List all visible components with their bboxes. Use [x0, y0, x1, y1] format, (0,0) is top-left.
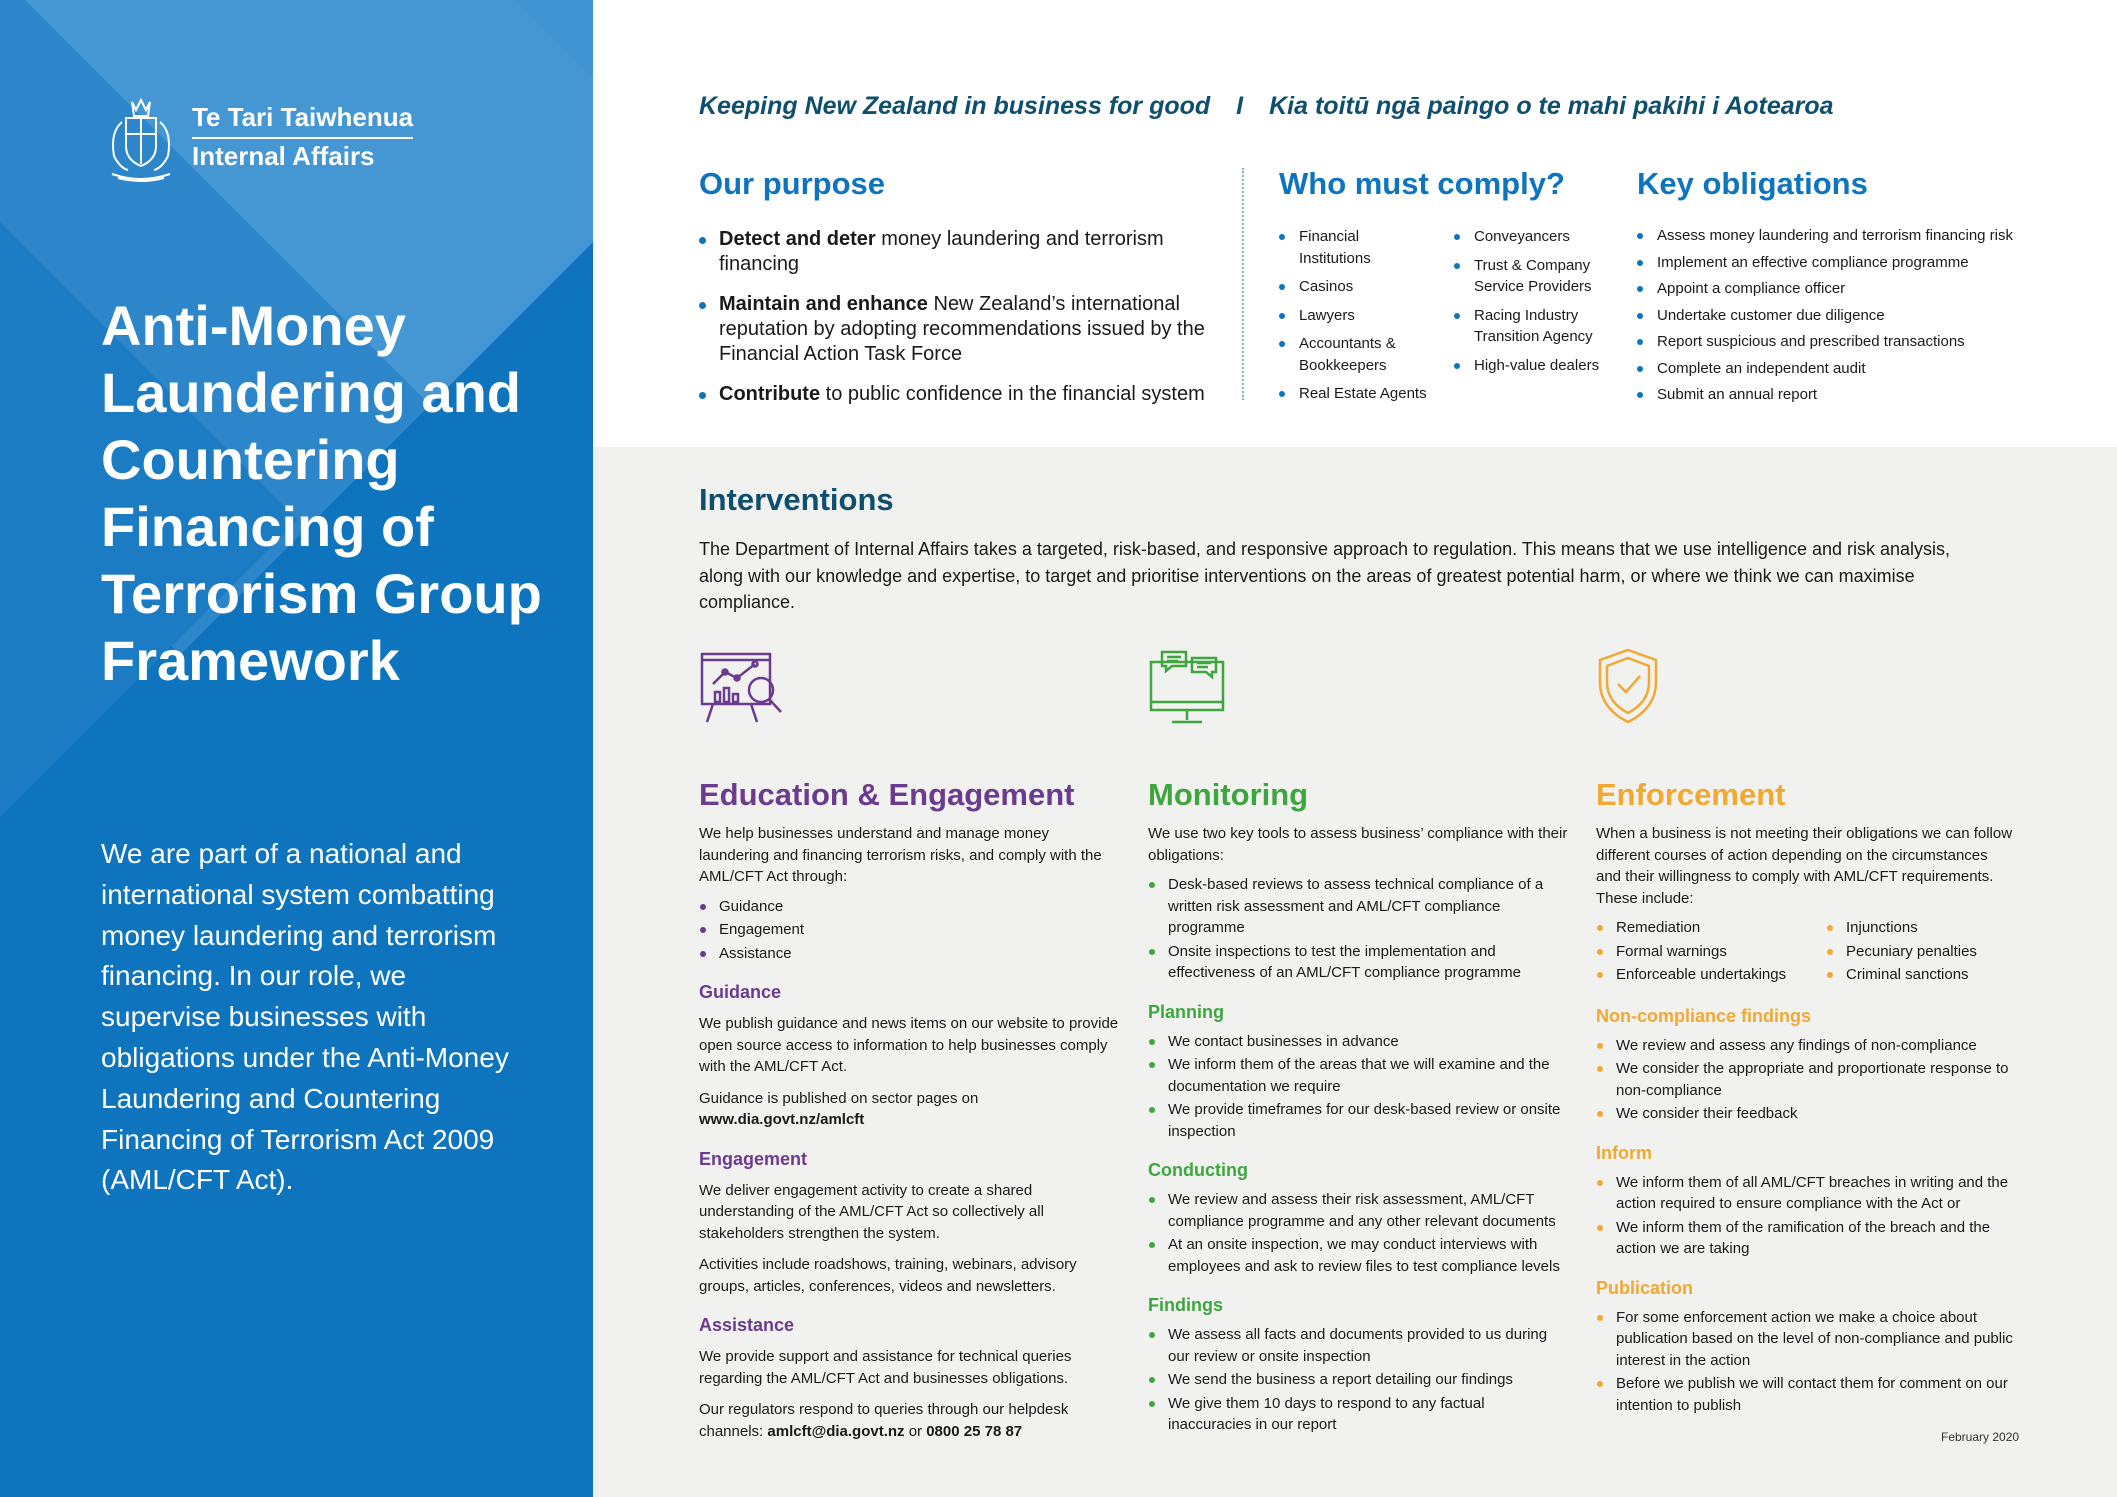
keys-heading: Key obligations	[1637, 166, 1868, 201]
list-item: Desk-based reviews to assess technical compliance of a written risk assessment and AML/CFT compliance programme	[1148, 874, 1568, 939]
page-title: Anti-Money Laundering and Countering Financing of Terrorism Group Framework	[101, 294, 542, 692]
purpose-heading: Our purpose	[699, 166, 886, 201]
inform-heading: Inform	[1596, 1142, 1652, 1163]
list-item: We give them 10 days to respond to any factual inaccuracies in our report	[1148, 1393, 1568, 1436]
tagline-maori: Kia toitū ngā paingo o te mahi pakihi i Aotearoa	[1269, 92, 1834, 120]
conducting-heading: Conducting	[1148, 1160, 1248, 1180]
intro-text: We are part of a national and international system combatting money laundering and terrorism financing. In our role, we supervise businesses with obligations under the Anti-Money Laundering and Countering Financing of Terrorism Act 2009 (AML/CFT Act).	[101, 838, 509, 1196]
monitoring-column	[1148, 648, 1568, 1438]
logo-maori-name: Te Tari Taiwhenua	[192, 102, 413, 138]
monitoring-list	[1148, 874, 1568, 984]
list-item: Trust & Company Service Providers	[1454, 255, 1609, 298]
who-must-comply	[1279, 166, 1609, 412]
helpdesk-email[interactable]: amlcft@dia.govt.nz	[767, 1422, 905, 1440]
list-item: We send the business a report detailing our findings	[1148, 1369, 1568, 1391]
list-item: We provide timeframes for our desk-based review or onsite inspection	[1148, 1099, 1568, 1142]
tagline	[699, 92, 1834, 121]
tagline-english: Keeping New Zealand in business for good	[699, 92, 1211, 120]
keys-list	[1637, 226, 2077, 405]
monitoring-intro: We use two key tools to assess business’ compliance with their obligations:	[1148, 825, 1568, 864]
findings-heading: Findings	[1148, 1295, 1223, 1315]
guidance-link[interactable]: www.dia.govt.nz/amlcft	[699, 1111, 865, 1128]
interventions-heading: Interventions	[699, 482, 894, 517]
list-item: Undertake customer due diligence	[1637, 306, 2077, 326]
list-item: Engagement	[699, 919, 1119, 941]
list-item: Assistance	[699, 943, 1119, 965]
list-item: Criminal sanctions	[1826, 964, 2016, 986]
helpdesk-phone[interactable]: 0800 25 78 87	[926, 1422, 1023, 1440]
list-item: Formal warnings	[1596, 941, 1796, 963]
planning-list	[1148, 1031, 1568, 1143]
enforcement-column	[1596, 648, 2016, 1418]
list-item: Pecuniary penalties	[1826, 941, 2016, 963]
list-item: Complete an independent audit	[1637, 359, 2077, 379]
left-panel	[0, 0, 593, 1497]
purpose-list	[699, 227, 1219, 407]
findings-list	[1148, 1324, 1568, 1436]
list-item: Remediation	[1596, 917, 1796, 939]
enforcement-intro: When a business is not meeting their obligations we can follow different courses of action depending on the circumstances and their willingness to comply with AML/CFT requirements. These include:	[1596, 825, 2013, 907]
assistance-text: We provide support and assistance for technical queries regarding the AML/CFT Act and businesses obligations.	[699, 1348, 1072, 1387]
coat-of-arms-icon	[104, 92, 178, 182]
list-item: Assess money laundering and terrorism financing risk	[1637, 226, 2077, 246]
list-item: Report suspicious and prescribed transactions	[1637, 332, 2077, 352]
list-item: We review and assess their risk assessment, AML/CFT compliance programme and any other relevant documents	[1148, 1189, 1568, 1232]
enforcement-heading: Enforcement	[1596, 777, 1786, 812]
list-item: Conveyancers	[1454, 226, 1609, 248]
conducting-list	[1148, 1189, 1568, 1277]
list-item: Injunctions	[1826, 917, 2016, 939]
assistance-contact: Our regulators respond to queries through our helpdesk channels: amlcft@dia.govt.nz or 0800 25 78 87	[699, 1401, 1069, 1440]
list-item: We inform them of the ramification of the breach and the action we are taking	[1596, 1217, 2016, 1260]
list-item: Implement an effective compliance programme	[1637, 253, 2077, 273]
list-item: Enforceable undertakings	[1596, 964, 1796, 986]
who-list-2	[1454, 226, 1609, 412]
guidance-text: We publish guidance and news items on our website to provide open source access to information to help businesses comply with the AML/CFT Act.	[699, 1015, 1119, 1075]
list-item: We assess all facts and documents provided to us during our review or onsite inspection	[1148, 1324, 1568, 1367]
presentation-chart-icon	[699, 648, 785, 728]
education-heading: Education & Engagement	[699, 777, 1075, 812]
list-item: We contact businesses in advance	[1148, 1031, 1568, 1053]
dia-logo[interactable]	[104, 92, 413, 182]
publication-heading: Publication	[1596, 1277, 1694, 1298]
who-list-1	[1279, 226, 1434, 412]
list-item: Before we publish we will contact them for comment on our intention to publish	[1596, 1373, 2016, 1416]
list-item: Guidance	[699, 896, 1119, 918]
planning-heading: Planning	[1148, 1001, 1224, 1022]
noncompliance-heading: Non-compliance findings	[1596, 1005, 1812, 1026]
education-column	[699, 648, 1119, 1442]
enforcement-list-2	[1826, 917, 2016, 988]
engagement-text: We deliver engagement activity to create a shared understanding of the AML/CFT Act so collectively all stakeholders strengthen the system.	[699, 1181, 1044, 1242]
list-item: We consider the appropriate and proportionate response to non-compliance	[1596, 1058, 2016, 1101]
list-item: At an onsite inspection, we may conduct interviews with employees and ask to review files to test compliance levels	[1148, 1234, 1568, 1277]
list-item: High-value dealers	[1454, 355, 1609, 377]
education-list	[699, 896, 1119, 965]
shield-check-icon	[1596, 648, 1682, 728]
list-item: We consider their feedback	[1596, 1103, 2016, 1125]
noncompliance-list	[1596, 1035, 2016, 1125]
list-item: We review and assess any findings of non-compliance	[1596, 1035, 2016, 1057]
list-item: Financial Institutions	[1279, 226, 1434, 269]
list-item: Casinos	[1279, 276, 1434, 298]
list-item: Real Estate Agents	[1279, 383, 1434, 405]
list-item: Submit an annual report	[1637, 385, 2077, 405]
top-section	[593, 0, 2117, 447]
list-item: We inform them of all AML/CFT breaches in writing and the action required to ensure compliance with the Act or	[1596, 1172, 2016, 1215]
publication-list	[1596, 1307, 2016, 1417]
who-heading: Who must comply?	[1279, 166, 1565, 201]
list-item: We inform them of the areas that we will examine and the documentation we require	[1148, 1054, 1568, 1097]
list-item: Contribute to public confidence in the financial system	[699, 382, 1219, 407]
monitor-chat-icon	[1148, 648, 1234, 728]
enforcement-list-1	[1596, 917, 1796, 988]
inform-list	[1596, 1172, 2016, 1260]
assistance-heading: Assistance	[699, 1315, 795, 1335]
key-obligations	[1637, 166, 2077, 412]
list-item: Maintain and enhance New Zealand’s international reputation by adopting recommendations issued by the Financial Action Task Force	[699, 292, 1219, 367]
enforcement-actions	[1596, 909, 2016, 988]
engagement-heading: Engagement	[699, 1148, 808, 1169]
list-item: Accountants & Bookkeepers	[1279, 333, 1434, 376]
guidance-heading: Guidance	[699, 982, 782, 1002]
list-item: For some enforcement action we make a choice about publication based on the level of non-compliance and public interest in the action	[1596, 1307, 2016, 1372]
list-item: Appoint a compliance officer	[1637, 279, 2077, 299]
list-item: Racing Industry Transition Agency	[1454, 305, 1609, 348]
engagement-activities: Activities include roadshows, training, webinars, advisory groups, articles, conferences, videos and newsletters.	[699, 1256, 1077, 1295]
guidance-sector-text: Guidance is published on sector pages on www.dia.govt.nz/amlcft	[699, 1089, 979, 1128]
tagline-separator: I	[1236, 92, 1244, 120]
education-intro: We help businesses understand and manage money laundering and financing terrorism risks, and comply with the AML/CFT Act through:	[699, 825, 1102, 885]
dotted-divider	[1242, 168, 1244, 400]
list-item: Lawyers	[1279, 305, 1434, 327]
monitoring-heading: Monitoring	[1148, 777, 1309, 812]
publication-date: February 2020	[1941, 1430, 2020, 1444]
our-purpose	[699, 166, 1219, 422]
interventions-text: The Department of Internal Affairs takes a targeted, risk-based, and responsive approach to regulation. This means that we use intelligence and risk analysis, along with our knowledge and expertise, to target and prioritise interventions on the areas of greatest potential harm, or where we think we can maximise compliance.	[699, 539, 1951, 612]
logo-english-name: Internal Affairs	[192, 140, 375, 171]
list-item: Onsite inspections to test the implementation and effectiveness of an AML/CFT compliance programme	[1148, 941, 1568, 984]
list-item: Detect and deter money laundering and terrorism financing	[699, 227, 1219, 277]
